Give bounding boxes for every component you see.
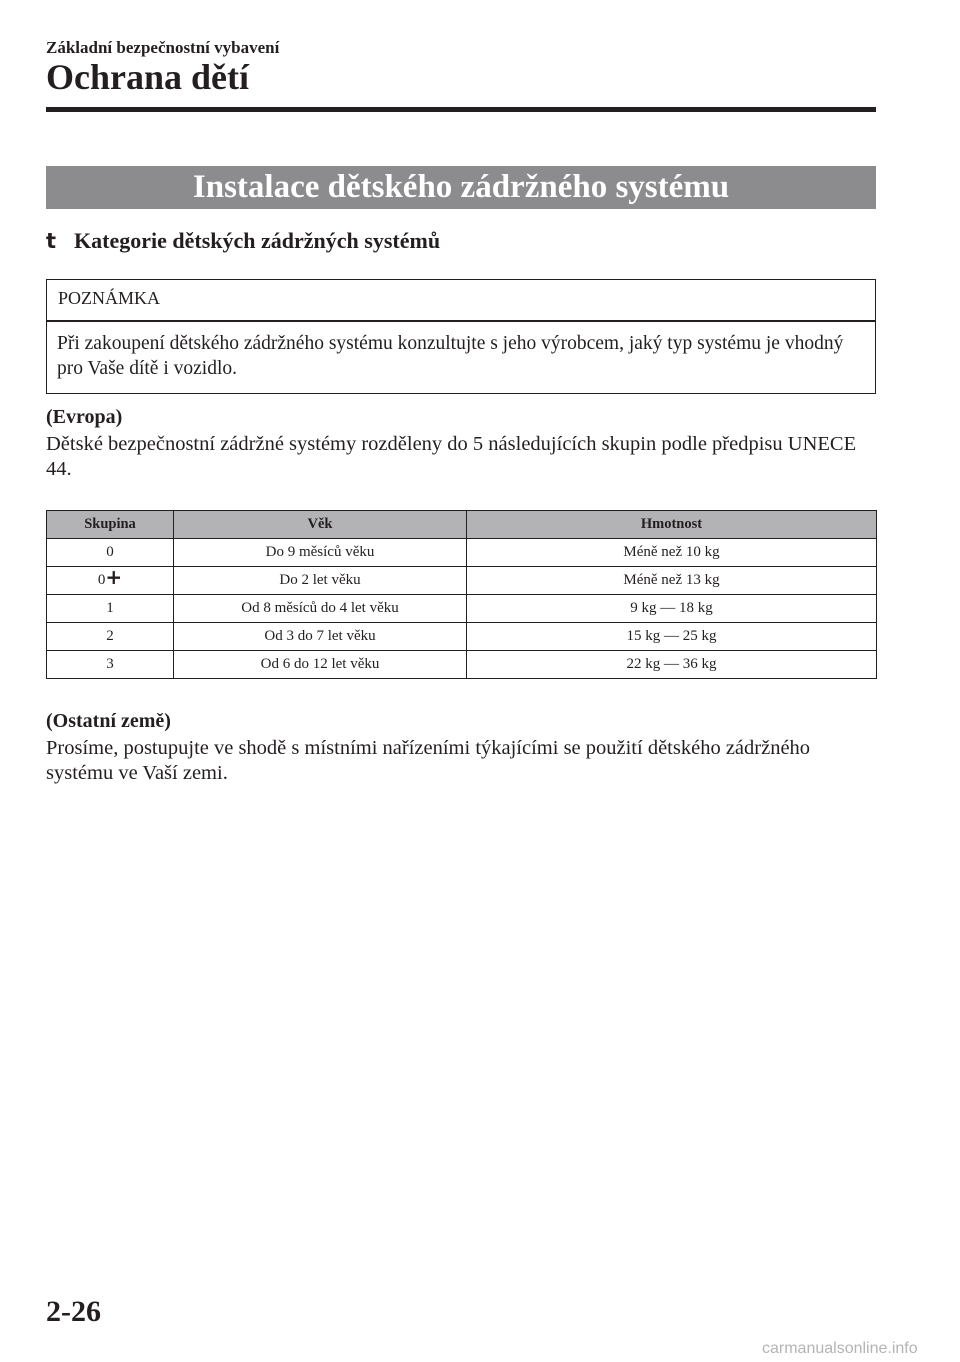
table-header-row bbox=[47, 511, 877, 539]
table-cell: Od 8 měsíců do 4 let věku bbox=[174, 595, 467, 623]
table-cell: Méně než 13 kg bbox=[467, 567, 877, 595]
column-header-weight: Hmotnost bbox=[467, 511, 877, 539]
table-row bbox=[47, 567, 877, 595]
table-cell: 0 bbox=[47, 539, 174, 567]
table-cell: Méně než 10 kg bbox=[467, 539, 877, 567]
section-banner: Instalace dětského zádržného systému bbox=[46, 166, 876, 209]
page-title: Ochrana dětí bbox=[46, 57, 249, 97]
table-cell: Od 3 do 7 let věku bbox=[174, 623, 467, 651]
watermark: carmanualsonline.info bbox=[762, 1340, 918, 1357]
table-row bbox=[47, 651, 877, 679]
other-text: Prosíme, postupujte ve shodě s místními nařízeními týkajícími se použití dětského zádržného systému ve Vaší zemi. bbox=[46, 737, 811, 784]
group-number: 0 bbox=[97, 572, 106, 588]
europe-text: Dětské bezpečnostní zádržné systémy rozděleny do 5 následujících skupin podle předpisu UNECE 44. bbox=[46, 433, 857, 480]
column-header-group: Skupina bbox=[47, 511, 174, 539]
plus-icon: + bbox=[105, 565, 123, 589]
note-box bbox=[46, 279, 876, 394]
table-cell: 15 kg — 25 kg bbox=[467, 623, 877, 651]
table-cell: Od 6 do 12 let věku bbox=[174, 651, 467, 679]
table-cell: Do 9 měsíců věku bbox=[174, 539, 467, 567]
title-divider bbox=[46, 107, 876, 112]
note-title: POZNÁMKA bbox=[58, 288, 161, 308]
europe-heading: (Evropa) bbox=[46, 406, 123, 428]
table-cell: 3 bbox=[47, 651, 174, 679]
table-cell: Do 2 let věku bbox=[174, 567, 467, 595]
note-divider bbox=[47, 320, 875, 322]
subheading bbox=[46, 228, 440, 254]
table-cell bbox=[47, 567, 174, 595]
page-number: 2-26 bbox=[46, 1295, 101, 1328]
table-row bbox=[47, 595, 877, 623]
other-heading: (Ostatní země) bbox=[46, 710, 171, 732]
bullet-icon: t bbox=[46, 229, 57, 253]
table-cell: 2 bbox=[47, 623, 174, 651]
table-cell: 22 kg — 36 kg bbox=[467, 651, 877, 679]
table-cell: 1 bbox=[47, 595, 174, 623]
column-header-age: Věk bbox=[174, 511, 467, 539]
subheading-text: Kategorie dětských zádržných systémů bbox=[74, 228, 441, 253]
table-row bbox=[47, 623, 877, 651]
table-row bbox=[47, 539, 877, 567]
note-text: Při zakoupení dětského zádržného systému konzultujte s jeho výrobcem, jaký typ systému je vhodný pro Vaše dítě i vozidlo. bbox=[57, 333, 844, 379]
table-cell: 9 kg — 18 kg bbox=[467, 595, 877, 623]
chapter-title: Základní bezpečnostní vybavení bbox=[46, 38, 280, 57]
group-table bbox=[46, 510, 877, 679]
